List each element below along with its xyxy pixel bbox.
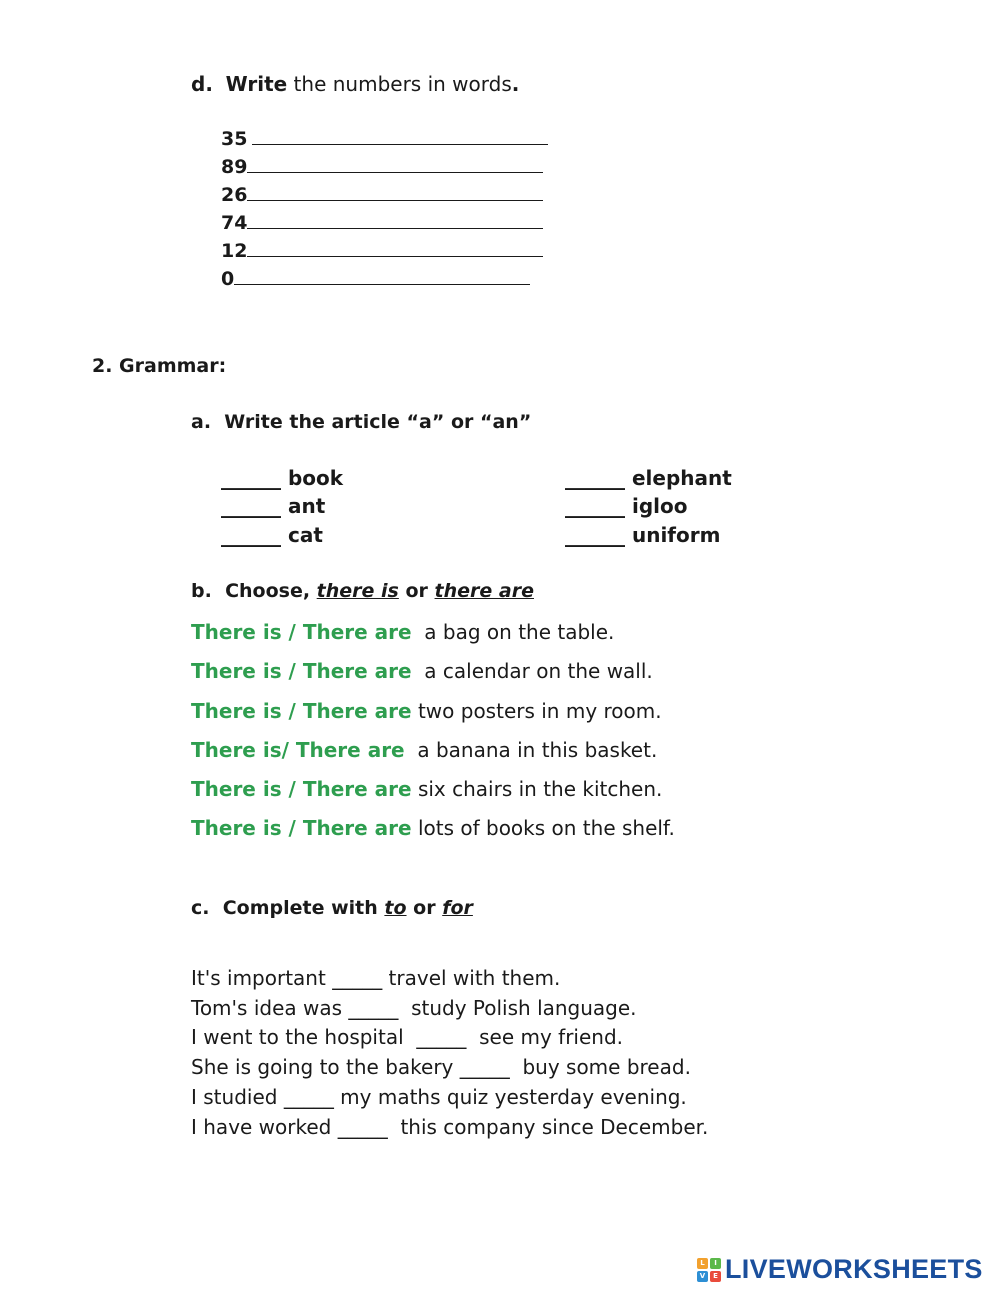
there-choice[interactable]: There is / There are — [191, 777, 412, 801]
answer-line[interactable] — [234, 284, 530, 285]
article-blank[interactable]: ______ — [221, 494, 281, 518]
there-choice[interactable]: There is/ There are — [191, 738, 405, 762]
article-word: ant — [287, 494, 326, 518]
article-item — [221, 523, 323, 547]
number-label: 12 — [221, 240, 248, 262]
number-label: 0 — [221, 268, 235, 290]
tofor-item — [191, 1025, 623, 1049]
tofor-item — [191, 996, 637, 1020]
article-blank[interactable]: ______ — [221, 523, 281, 547]
grammar-heading: 2. Grammar: — [92, 355, 227, 377]
tofor-after: this company since December. — [387, 1115, 709, 1139]
tofor-blank[interactable]: _____ — [416, 1025, 467, 1049]
section-b-prefix: Choose, — [225, 580, 317, 602]
section-b-heading — [191, 580, 534, 602]
answer-line[interactable] — [247, 200, 543, 201]
logo-blocks-icon — [697, 1258, 721, 1282]
number-row — [221, 128, 548, 150]
answer-line[interactable] — [247, 172, 543, 173]
logo-text: LIVEWORKSHEETS — [725, 1254, 983, 1284]
section-a-heading — [191, 411, 531, 433]
there-sentence: a bag on the table. — [411, 620, 615, 644]
logo-block: I — [710, 1258, 721, 1269]
option-to: to — [384, 897, 407, 919]
article-blank[interactable]: ______ — [565, 494, 625, 518]
number-row — [221, 212, 543, 234]
tofor-blank[interactable]: _____ — [283, 1085, 334, 1109]
section-d-period: . — [511, 72, 520, 96]
article-blank[interactable]: ______ — [221, 466, 281, 490]
there-item — [191, 777, 662, 801]
article-item — [221, 494, 325, 518]
answer-line[interactable] — [247, 256, 543, 257]
tofor-blank[interactable]: _____ — [332, 966, 383, 990]
article-item — [565, 466, 732, 490]
tofor-before: She is going to the bakery — [191, 1055, 460, 1079]
number-row — [221, 268, 530, 290]
there-item — [191, 699, 662, 723]
tofor-before: I have worked — [191, 1115, 338, 1139]
section-c-or: or — [406, 897, 443, 919]
tofor-after: travel with them. — [382, 966, 561, 990]
number-row — [221, 184, 543, 206]
tofor-after: my maths quiz yesterday evening. — [333, 1085, 687, 1109]
tofor-after: see my friend. — [466, 1025, 624, 1049]
tofor-before: It's important — [191, 966, 333, 990]
article-word: book — [287, 466, 344, 490]
article-item — [565, 494, 687, 518]
article-word: uniform — [631, 523, 721, 547]
number-label: 89 — [221, 156, 248, 178]
section-b-label: b. — [191, 580, 212, 602]
article-word: igloo — [631, 494, 688, 518]
there-sentence: two posters in my room. — [411, 699, 662, 723]
there-choice[interactable]: There is / There are — [191, 659, 412, 683]
there-item — [191, 816, 675, 840]
tofor-item — [191, 1085, 687, 1109]
number-label: 35 — [221, 128, 248, 150]
option-there-is: there is — [316, 580, 399, 602]
there-item — [191, 620, 614, 644]
article-blank[interactable]: ______ — [565, 523, 625, 547]
section-c-prefix: Complete with — [222, 897, 385, 919]
tofor-item — [191, 1055, 691, 1079]
tofor-blank[interactable]: _____ — [459, 1055, 510, 1079]
section-a-title: Write the article “a” or “an” — [224, 411, 532, 433]
logo-block: E — [710, 1271, 721, 1282]
there-sentence: six chairs in the kitchen. — [411, 777, 663, 801]
article-item — [221, 466, 343, 490]
section-c-heading — [191, 897, 473, 919]
answer-line[interactable] — [247, 228, 543, 229]
tofor-item — [191, 966, 560, 990]
tofor-before: I went to the hospital — [191, 1025, 417, 1049]
tofor-blank[interactable]: _____ — [348, 996, 399, 1020]
section-a-label: a. — [191, 411, 212, 433]
option-there-are: there are — [434, 580, 534, 602]
section-b-or: or — [398, 580, 435, 602]
section-d-bold-word: Write — [225, 72, 288, 96]
there-choice[interactable]: There is / There are — [191, 816, 412, 840]
there-choice[interactable]: There is / There are — [191, 699, 412, 723]
article-word: elephant — [631, 466, 732, 490]
number-row — [221, 156, 543, 178]
there-item — [191, 738, 657, 762]
there-sentence: a calendar on the wall. — [411, 659, 653, 683]
article-item — [565, 523, 720, 547]
tofor-item — [191, 1115, 708, 1139]
there-sentence: lots of books on the shelf. — [411, 816, 675, 840]
there-item — [191, 659, 653, 683]
liveworksheets-logo — [697, 1254, 983, 1285]
logo-block: L — [697, 1258, 708, 1269]
article-blank[interactable]: ______ — [565, 466, 625, 490]
section-d-heading — [191, 72, 519, 96]
there-sentence: a banana in this basket. — [404, 738, 658, 762]
number-row — [221, 240, 543, 262]
article-word: cat — [287, 523, 323, 547]
tofor-blank[interactable]: _____ — [337, 1115, 388, 1139]
number-label: 26 — [221, 184, 248, 206]
answer-line[interactable] — [252, 144, 548, 145]
tofor-before: Tom's idea was — [191, 996, 349, 1020]
tofor-after: buy some bread. — [509, 1055, 691, 1079]
section-d-label: d. — [191, 72, 213, 96]
section-c-label: c. — [191, 897, 210, 919]
tofor-after: study Polish language. — [398, 996, 637, 1020]
section-d-instruction: the numbers in words — [287, 72, 512, 96]
tofor-before: I studied — [191, 1085, 284, 1109]
number-label: 74 — [221, 212, 248, 234]
logo-block: V — [697, 1271, 708, 1282]
option-for: for — [442, 897, 473, 919]
there-choice[interactable]: There is / There are — [191, 620, 412, 644]
